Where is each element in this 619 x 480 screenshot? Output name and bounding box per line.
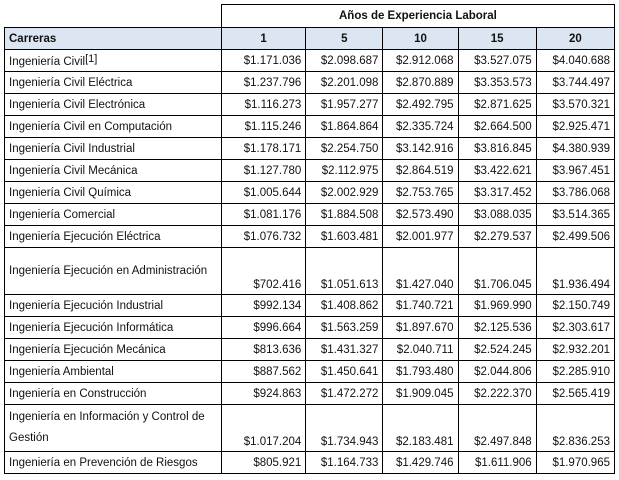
- career-label-cell: [5, 138, 222, 160]
- salary-cell: $1.563.259: [306, 317, 383, 339]
- super-header-row: [5, 5, 615, 28]
- career-label-cell: [5, 295, 222, 317]
- salary-cell: $3.816.845: [458, 138, 536, 160]
- salary-cell: $1.051.613: [306, 248, 383, 295]
- salary-cell: $2.912.068: [383, 50, 458, 72]
- salary-cell: $2.044.806: [458, 361, 536, 383]
- salary-cell: $1.429.746: [383, 452, 458, 474]
- salary-cell: $1.450.641: [306, 361, 383, 383]
- salary-cell: $1.909.045: [383, 383, 458, 405]
- salary-cell: $1.936.494: [536, 248, 614, 295]
- table-row: [5, 160, 615, 182]
- salary-cell: $1.706.045: [458, 248, 536, 295]
- career-label: Ingeniería Ejecución Industrial: [9, 299, 164, 312]
- table-row: [5, 295, 615, 317]
- salary-cell: $2.002.929: [306, 182, 383, 204]
- footnote-reference-link[interactable]: [1]: [85, 53, 98, 65]
- salary-cell: $2.183.481: [383, 405, 458, 452]
- table-row: [5, 116, 615, 138]
- careers-column-header: Carreras: [5, 28, 222, 50]
- year-header: 5: [306, 28, 383, 50]
- year-header: 10: [383, 28, 458, 50]
- salary-cell: $2.040.711: [383, 339, 458, 361]
- salary-cell: $2.492.795: [383, 94, 458, 116]
- salary-cell: $1.427.040: [383, 248, 458, 295]
- career-label: Ingeniería Civil Industrial: [9, 142, 135, 155]
- salary-cell: $1.115.246: [221, 116, 305, 138]
- salary-cell: $3.967.451: [536, 160, 614, 182]
- salary-cell: $1.603.481: [306, 226, 383, 248]
- salary-cell: $924.863: [221, 383, 305, 405]
- salary-cell: $3.088.035: [458, 204, 536, 226]
- salary-cell: $1.178.171: [221, 138, 305, 160]
- salary-cell: $1.734.943: [306, 405, 383, 452]
- career-label-cell: [5, 339, 222, 361]
- salary-cell: $2.871.625: [458, 94, 536, 116]
- career-label: Ingeniería Civil Eléctrica: [9, 76, 133, 89]
- salary-cell: $1.164.733: [306, 452, 383, 474]
- salary-cell: $887.562: [221, 361, 305, 383]
- career-label: Ingeniería Comercial: [9, 208, 116, 221]
- salary-cell: $3.744.497: [536, 72, 614, 94]
- year-header: 15: [458, 28, 536, 50]
- career-label: Ingeniería en Construcción: [9, 387, 147, 400]
- salary-cell: $1.740.721: [383, 295, 458, 317]
- salary-cell: $3.142.916: [383, 138, 458, 160]
- career-label-cell: [5, 50, 222, 72]
- table-row: [5, 138, 615, 160]
- table-row: [5, 50, 615, 72]
- salary-cell: $1.081.176: [221, 204, 305, 226]
- salary-cell: $2.497.848: [458, 405, 536, 452]
- career-label-cell: [5, 226, 222, 248]
- salary-cell: $2.499.506: [536, 226, 614, 248]
- career-label: Ingeniería Civil Mecánica: [9, 164, 138, 177]
- salary-cell: $1.884.508: [306, 204, 383, 226]
- salary-cell: $2.303.617: [536, 317, 614, 339]
- salary-cell: $2.664.500: [458, 116, 536, 138]
- salary-cell: $1.017.204: [221, 405, 305, 452]
- salary-cell: $1.127.780: [221, 160, 305, 182]
- empty-corner-cell: [5, 5, 222, 28]
- table-row: [5, 226, 615, 248]
- salary-cell: $2.870.889: [383, 72, 458, 94]
- salary-cell: $4.040.688: [536, 50, 614, 72]
- salary-cell: $4.380.939: [536, 138, 614, 160]
- salary-cell: $1.431.327: [306, 339, 383, 361]
- salary-cell: $2.112.975: [306, 160, 383, 182]
- salary-cell: $2.335.724: [383, 116, 458, 138]
- salary-cell: $1.957.277: [306, 94, 383, 116]
- experience-super-header: Años de Experiencia Laboral: [221, 5, 614, 28]
- salary-cell: $2.279.537: [458, 226, 536, 248]
- salary-cell: $1.897.670: [383, 317, 458, 339]
- salary-cell: $996.664: [221, 317, 305, 339]
- salary-cell: $2.925.471: [536, 116, 614, 138]
- salary-cell: $2.565.419: [536, 383, 614, 405]
- career-label-cell: [5, 94, 222, 116]
- salary-cell: $1.005.644: [221, 182, 305, 204]
- year-header: 20: [536, 28, 614, 50]
- table-body: [5, 50, 615, 474]
- year-header: 1: [221, 28, 305, 50]
- salary-cell: $1.793.480: [383, 361, 458, 383]
- salary-cell: $3.422.621: [458, 160, 536, 182]
- career-label: Ingeniería Ambiental: [9, 365, 114, 378]
- salary-cell: $1.970.965: [536, 452, 614, 474]
- salary-cell: $3.570.321: [536, 94, 614, 116]
- salary-cell: $1.171.036: [221, 50, 305, 72]
- career-label-cell: [5, 405, 222, 452]
- table-row: [5, 204, 615, 226]
- salary-cell: $2.524.245: [458, 339, 536, 361]
- salary-table: [4, 4, 615, 474]
- table-row: [5, 339, 615, 361]
- salary-cell: $1.237.796: [221, 72, 305, 94]
- salary-cell: $1.076.732: [221, 226, 305, 248]
- salary-cell: $2.836.253: [536, 405, 614, 452]
- salary-cell: $3.786.068: [536, 182, 614, 204]
- salary-cell: $2.001.977: [383, 226, 458, 248]
- table-row: [5, 405, 615, 452]
- salary-cell: $2.222.370: [458, 383, 536, 405]
- career-label-cell: [5, 182, 222, 204]
- salary-cell: $1.472.272: [306, 383, 383, 405]
- salary-cell: $1.611.906: [458, 452, 536, 474]
- career-label-cell: [5, 383, 222, 405]
- career-label-cell: [5, 317, 222, 339]
- salary-cell: $2.864.519: [383, 160, 458, 182]
- salary-cell: $2.150.749: [536, 295, 614, 317]
- career-label-cell: [5, 116, 222, 138]
- career-label-cell: [5, 160, 222, 182]
- career-label-cell: [5, 248, 222, 295]
- salary-cell: $1.408.862: [306, 295, 383, 317]
- table-row: [5, 72, 615, 94]
- career-label-cell: [5, 361, 222, 383]
- career-label: Ingeniería Civil: [9, 56, 86, 68]
- salary-cell: $3.317.452: [458, 182, 536, 204]
- career-label: Ingeniería Ejecución Eléctrica: [9, 230, 161, 243]
- salary-cell: $2.573.490: [383, 204, 458, 226]
- career-label-cell: [5, 72, 222, 94]
- career-label: Ingeniería en Información y Control de Gestión: [9, 411, 205, 444]
- table-row: [5, 182, 615, 204]
- salary-cell: $2.125.536: [458, 317, 536, 339]
- salary-cell: $2.254.750: [306, 138, 383, 160]
- career-label: Ingeniería Ejecución en Administración: [9, 264, 208, 277]
- salary-cell: $3.514.365: [536, 204, 614, 226]
- salary-cell: $2.932.201: [536, 339, 614, 361]
- table-row: [5, 383, 615, 405]
- salary-cell: $3.353.573: [458, 72, 536, 94]
- salary-cell: $992.134: [221, 295, 305, 317]
- salary-table-container: [4, 4, 615, 476]
- salary-cell: $2.098.687: [306, 50, 383, 72]
- career-label: Ingeniería Ejecución Mecánica: [9, 343, 166, 356]
- salary-cell: $1.864.864: [306, 116, 383, 138]
- salary-cell: $813.636: [221, 339, 305, 361]
- career-label: Ingeniería Civil en Computación: [9, 120, 173, 133]
- table-row: [5, 94, 615, 116]
- career-label: Ingeniería Ejecución Informática: [9, 321, 174, 334]
- salary-cell: $702.416: [221, 248, 305, 295]
- column-header-row: [5, 28, 615, 50]
- salary-cell: $2.201.098: [306, 72, 383, 94]
- table-row: [5, 317, 615, 339]
- salary-cell: $2.753.765: [383, 182, 458, 204]
- career-label-cell: [5, 452, 222, 474]
- career-label: Ingeniería Civil Química: [9, 186, 132, 199]
- salary-cell: $3.527.075: [458, 50, 536, 72]
- salary-cell: $1.116.273: [221, 94, 305, 116]
- career-label: Ingeniería en Prevención de Riesgos: [9, 456, 198, 469]
- career-label-cell: [5, 204, 222, 226]
- career-label: Ingeniería Civil Electrónica: [9, 98, 146, 111]
- salary-cell: $805.921: [221, 452, 305, 474]
- salary-cell: $2.285.910: [536, 361, 614, 383]
- table-row: [5, 452, 615, 474]
- table-row: [5, 361, 615, 383]
- table-row: [5, 248, 615, 295]
- salary-cell: $1.969.990: [458, 295, 536, 317]
